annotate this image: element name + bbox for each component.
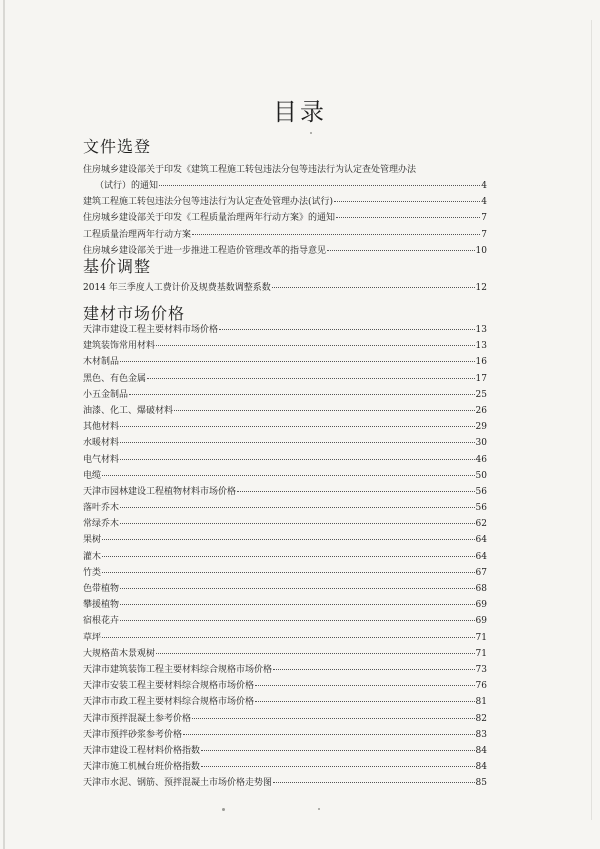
toc-entry-title: 其他材料: [83, 422, 120, 433]
toc-entry-page: 64: [475, 551, 487, 562]
toc-entry[interactable]: [83, 371, 487, 387]
toc-entry[interactable]: [83, 759, 487, 775]
toc-entry-page: 82: [475, 713, 487, 724]
toc-entry-title: 电缆: [83, 470, 102, 481]
toc-entry-title: 草坪: [83, 632, 102, 643]
dot-leader: [159, 185, 480, 186]
toc-entry-page: 62: [475, 519, 487, 530]
scan-speck: [318, 808, 320, 810]
section-heading-material-prices: 建材市场价格: [83, 304, 186, 323]
dot-leader: [237, 491, 475, 492]
scan-speck: [310, 132, 312, 134]
toc-entry-page: 81: [475, 697, 487, 708]
toc-entry[interactable]: [83, 630, 487, 646]
toc-entry-continued[interactable]: [83, 178, 487, 194]
toc-entry[interactable]: [83, 210, 487, 226]
toc-entry[interactable]: [83, 727, 487, 743]
toc-entry-title: 木材制品: [83, 357, 120, 368]
toc-entry-page: 26: [475, 405, 487, 416]
toc-entry[interactable]: [83, 549, 487, 565]
dot-leader: [120, 523, 475, 524]
toc-entry-page: 7: [481, 229, 487, 240]
toc-entry[interactable]: [83, 694, 487, 710]
toc-entry-page: 64: [475, 535, 487, 546]
page-edge-left: [3, 0, 5, 849]
dot-leader: [129, 394, 475, 395]
dot-leader: [120, 507, 475, 508]
toc-entry-page: 4: [481, 181, 487, 191]
toc-entry-title: 天津市建设工程材料价格指数: [83, 745, 201, 756]
toc-entry-title: 住房城乡建设部关于印发《建筑工程施工转包违法分包等违法行为认定查处管理办法: [83, 165, 417, 175]
toc-entry[interactable]: [83, 646, 487, 662]
dot-leader: [102, 539, 475, 540]
toc-entry-title: 油漆、化工、爆破材料: [83, 405, 174, 416]
dot-leader: [273, 669, 475, 670]
toc-entry-title: 天津市建筑装饰工程主要材料综合规格市场价格: [83, 664, 273, 675]
toc-entry[interactable]: [83, 678, 487, 694]
toc-entry-page: 68: [475, 584, 487, 594]
dot-leader: [120, 459, 475, 460]
dot-leader: [156, 345, 475, 346]
toc-entry-page: 10: [475, 245, 487, 256]
toc-entry-page: 17: [475, 373, 487, 384]
toc-entry-title: 灌木: [83, 551, 102, 562]
toc-entry-title: 宿根花卉: [83, 616, 120, 627]
dot-leader: [102, 475, 475, 476]
toc-entry[interactable]: [83, 322, 487, 338]
dot-leader: [272, 287, 475, 288]
toc-entry-title: 落叶乔木: [83, 503, 120, 514]
toc-entry[interactable]: [83, 162, 487, 178]
toc-entry[interactable]: [83, 516, 487, 532]
toc-entry-page: 56: [475, 486, 487, 497]
toc-entry[interactable]: [83, 743, 487, 759]
section-heading-base-price: 基价调整: [83, 257, 152, 276]
toc-entry[interactable]: [83, 613, 487, 629]
toc-entry-page: 12: [475, 283, 487, 293]
toc-entry-page: 25: [475, 389, 487, 400]
toc-entry-page: 13: [475, 341, 487, 352]
dot-leader: [336, 217, 480, 218]
toc-entry[interactable]: [83, 484, 487, 500]
toc-entry-title: 水暖材料: [83, 438, 120, 449]
toc-entry-title: 天津市园林建设工程植物材料市场价格: [83, 486, 237, 497]
toc-entry[interactable]: [83, 468, 487, 484]
toc-entry[interactable]: [83, 532, 487, 548]
toc-entry-title: 天津市水泥、钢筋、预拌混凝土市场价格走势图: [83, 778, 273, 789]
dot-leader: [147, 378, 475, 379]
toc-entry-page: 67: [475, 567, 487, 578]
toc-entry-page: 16: [475, 357, 487, 368]
toc-section-documents: [83, 162, 487, 259]
toc-entry[interactable]: [83, 662, 487, 678]
toc-entry-title: 色带植物: [83, 584, 120, 594]
toc-entry-page: 46: [475, 454, 487, 465]
toc-entry[interactable]: [83, 452, 487, 468]
toc-entry-title: 住房城乡建设部关于印发《工程质量治理两年行动方案》的通知: [83, 213, 336, 224]
toc-entry-page: 4: [481, 197, 487, 208]
dot-leader: [201, 766, 475, 767]
dot-leader: [255, 685, 475, 686]
section-heading-documents: 文件选登: [83, 137, 152, 156]
toc-entry-title: 天津市预拌砂浆参考价格: [83, 729, 183, 740]
toc-entry[interactable]: [83, 435, 487, 451]
toc-entry-title: 黑色、有色金属: [83, 373, 147, 384]
toc-entry[interactable]: [83, 565, 487, 581]
dot-leader: [174, 410, 475, 411]
toc-entry[interactable]: [83, 775, 487, 791]
toc-entry-title: 建筑装饰常用材料: [83, 341, 156, 352]
toc-entry[interactable]: [83, 338, 487, 354]
toc-entry-title: 竹类: [83, 567, 102, 578]
toc-entry-page: 13: [475, 325, 487, 335]
toc-entry[interactable]: [83, 387, 487, 403]
toc-entry-title: 常绿乔木: [83, 519, 120, 530]
toc-entry[interactable]: [83, 403, 487, 419]
toc-entry-page: 71: [475, 648, 487, 659]
toc-entry-page: 7: [481, 213, 487, 224]
toc-entry-title: 天津市预拌混凝土参考价格: [83, 713, 192, 724]
toc-entry[interactable]: [83, 194, 487, 210]
toc-entry-title: 天津市建设工程主要材料市场价格: [83, 325, 219, 335]
dot-leader: [156, 653, 475, 654]
toc-section-base-price: [83, 280, 487, 296]
toc-entry[interactable]: [83, 500, 487, 516]
dot-leader: [334, 201, 480, 202]
toc-entry-title: 工程质量治理两年行动方案: [83, 229, 192, 240]
toc-entry-title: 攀援植物: [83, 600, 120, 611]
toc-entry-page: 29: [475, 422, 487, 433]
scan-speck: [222, 808, 225, 811]
dot-leader: [192, 718, 475, 719]
dot-leader: [102, 572, 475, 573]
toc-section-material-prices: [83, 322, 487, 791]
toc-entry-page: 84: [475, 762, 487, 773]
dot-leader: [120, 442, 475, 443]
toc-entry[interactable]: [83, 354, 487, 370]
toc-entry-title: 天津市安装工程主要材料综合规格市场价格: [83, 681, 255, 692]
toc-entry[interactable]: [83, 280, 487, 296]
dot-leader: [192, 234, 480, 235]
dot-leader: [273, 782, 475, 783]
toc-entry[interactable]: [83, 711, 487, 727]
toc-entry-title: （试行）的通知: [95, 181, 159, 191]
toc-entry[interactable]: [83, 581, 487, 597]
dot-leader: [201, 750, 475, 751]
toc-entry-page: 85: [475, 778, 487, 789]
toc-entry-page: 69: [475, 616, 487, 627]
toc-entry-page: 84: [475, 745, 487, 756]
toc-entry[interactable]: [83, 227, 487, 243]
toc-entry-page: 50: [475, 470, 487, 481]
dot-leader: [120, 604, 475, 605]
page-title: 目录: [273, 98, 327, 126]
toc-entry-title: 建筑工程施工转包违法分包等违法行为认定查处管理办法(试行): [83, 197, 334, 208]
dot-leader: [327, 250, 475, 251]
toc-entry-page: 83: [475, 729, 487, 740]
toc-entry[interactable]: [83, 419, 487, 435]
dot-leader: [102, 637, 475, 638]
toc-entry-title: 天津市市政工程主要材料综合规格市场价格: [83, 697, 255, 708]
dot-leader: [120, 426, 475, 427]
toc-entry-title: 住房城乡建设部关于进一步推进工程造价管理改革的指导意见: [83, 245, 327, 256]
toc-entry-page: 69: [475, 600, 487, 611]
dot-leader: [255, 701, 475, 702]
toc-entry-title: 果树: [83, 535, 102, 546]
toc-entry-title: 小五金制品: [83, 389, 129, 400]
dot-leader: [120, 588, 475, 589]
toc-entry-page: 73: [475, 664, 487, 675]
toc-entry-title: 天津市施工机械台班价格指数: [83, 762, 201, 773]
dot-leader: [183, 734, 475, 735]
toc-entry-title: 2014 年三季度人工费计价及规费基数调整系数: [83, 283, 271, 293]
page-edge-right: [591, 20, 592, 820]
toc-entry[interactable]: [83, 597, 487, 613]
toc-entry-page: 76: [475, 681, 487, 692]
toc-entry-page: 71: [475, 632, 487, 643]
toc-entry-title: 电气材料: [83, 454, 120, 465]
toc-entry-title: 大规格苗木景观树: [83, 648, 156, 659]
toc-entry-page: 56: [475, 503, 487, 514]
dot-leader: [102, 556, 475, 557]
dot-leader: [120, 620, 475, 621]
dot-leader: [120, 361, 475, 362]
dot-leader: [219, 329, 475, 330]
toc-entry-page: 30: [475, 438, 487, 449]
